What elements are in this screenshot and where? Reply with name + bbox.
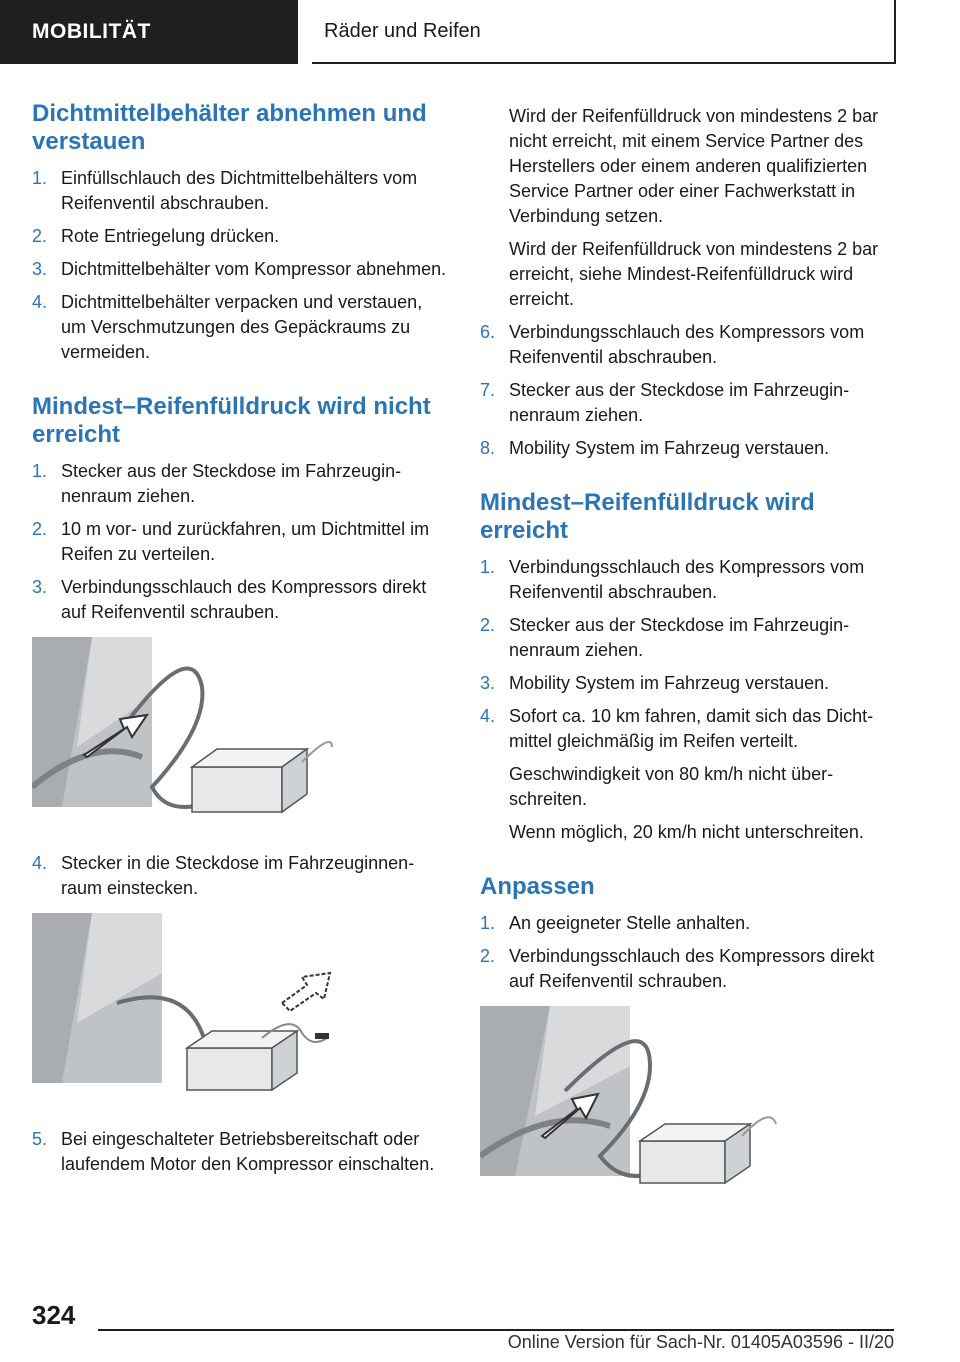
- steps-continued: [480, 320, 895, 461]
- step-text: Stecker aus der Steckdose im Fahrzeuginnenraum ziehen.: [509, 380, 850, 425]
- section-tab: [0, 0, 298, 64]
- step-text: Sofort ca. 10 km fahren, damit sich das Dichtmittel gleichmäßig im Reifen verteilt.: [509, 706, 874, 751]
- heading-pressure-not-reached: Mindest–Reifenfülldruck wird nicht erreicht: [32, 393, 431, 448]
- list-item: [32, 517, 447, 567]
- section-title: MOBILITÄT: [32, 20, 151, 43]
- steps-adjust: [480, 911, 895, 994]
- step-number: 4.: [32, 853, 48, 873]
- step-number: 3.: [32, 259, 48, 279]
- list-item: [32, 166, 447, 216]
- left-column: [32, 100, 447, 1185]
- step-number: 3.: [32, 577, 48, 597]
- footer-version-text: Online Version für Sach-Nr. 01405A03596 - II/20: [507, 1332, 894, 1352]
- step-number: 1.: [32, 461, 48, 481]
- step-number: 4.: [480, 706, 496, 726]
- list-item: [32, 851, 447, 901]
- step-number: 6.: [480, 322, 496, 342]
- list-item: [480, 436, 895, 461]
- list-item: [480, 704, 895, 845]
- steps-pressure-not-reached-cont2: [32, 1127, 447, 1177]
- list-item: [480, 555, 895, 605]
- list-item: [32, 459, 447, 509]
- chapter-title: Räder und Reifen: [324, 19, 481, 42]
- chapter-header: [312, 0, 896, 64]
- list-item: [480, 944, 895, 994]
- right-column: [480, 100, 895, 1220]
- step-text: Verbindungsschlauch des Kompressors vom Reifenventil abschrauben.: [509, 322, 865, 367]
- continuation-text: Wird der Reifenfülldruck von mindestens 2 bar nicht erreicht, mit einem Service Partner des Herstellers oder einem anderen qualifizierten Service Partner oder einer Fachwerkstatt in Verbindung setzen.: [509, 106, 879, 226]
- steps-pressure-not-reached: [32, 459, 447, 625]
- steps-pressure-not-reached-cont: [32, 851, 447, 901]
- heading-adjust: Anpassen: [480, 873, 595, 900]
- step-text: Rote Entriegelung drücken.: [61, 226, 280, 246]
- step-number: 1.: [32, 168, 48, 188]
- heading-remove-sealant: Dichtmittelbehälter abnehmen und verstauen: [32, 100, 427, 155]
- step-number: 3.: [480, 673, 496, 693]
- step-text: 10 m vor- und zurückfahren, um Dichtmittel im Reifen zu verteilen.: [61, 519, 430, 564]
- step-number: 2.: [32, 519, 48, 539]
- list-item: [480, 911, 895, 936]
- step-number: 2.: [480, 946, 496, 966]
- heading-pressure-reached: Mindest–Reifenfülldruck wird erreicht: [480, 489, 815, 544]
- list-item: [32, 575, 447, 625]
- step-number: 7.: [480, 380, 496, 400]
- step-text: Verbindungsschlauch des Kompressors direkt auf Reifenventil schrauben.: [509, 946, 875, 991]
- step-text: Verbindungsschlauch des Kompressors vom Reifenventil abschrauben.: [509, 557, 865, 602]
- step-number: 8.: [480, 438, 496, 458]
- illustration-plug-in-socket: [32, 913, 352, 1103]
- step-number: 2.: [32, 226, 48, 246]
- step-text: Einfüllschlauch des Dichtmittelbehälters vom Reifenventil abschrauben.: [61, 168, 418, 213]
- step-number: 5.: [32, 1129, 48, 1149]
- step-text: Verbindungsschlauch des Kompressors direkt auf Reifenventil schrauben.: [61, 577, 427, 622]
- step-text: Stecker aus der Steckdose im Fahrzeuginnenraum ziehen.: [509, 615, 850, 660]
- step-text: Dichtmittelbehälter vom Kompressor abnehmen.: [61, 259, 447, 279]
- continuation-text: Wird der Reifenfülldruck von mindestens 2 bar erreicht, siehe Mindest-Reifenfülldruck wird erreicht.: [509, 239, 879, 309]
- footer-divider: [98, 1329, 894, 1331]
- illustration-hose-on-valve-2: [480, 1006, 800, 1196]
- list-item: [32, 1127, 447, 1177]
- step-note: Wenn möglich, 20 km/h nicht unterschreiten.: [509, 822, 864, 842]
- steps-remove-sealant: [32, 166, 447, 365]
- list-item: [480, 378, 895, 428]
- step-text: Mobility System im Fahrzeug verstauen.: [509, 673, 830, 693]
- step-number: 4.: [32, 292, 48, 312]
- step-text: Bei eingeschalteter Betriebsbereitschaft oder laufendem Motor den Kompressor einschalten.: [61, 1129, 435, 1174]
- list-item: [32, 224, 447, 249]
- step-text: Mobility System im Fahrzeug verstauen.: [509, 438, 830, 458]
- step-text: Stecker aus der Steckdose im Fahrzeuginnenraum ziehen.: [61, 461, 402, 506]
- page-number: 324: [32, 1300, 76, 1330]
- step-note: Geschwindigkeit von 80 km/h nicht überschreiten.: [509, 764, 834, 809]
- step-text: An geeigneter Stelle anhalten.: [509, 913, 751, 933]
- list-item: [480, 671, 895, 696]
- steps-pressure-reached: [480, 555, 895, 845]
- step-number: 1.: [480, 913, 496, 933]
- step-number: 2.: [480, 615, 496, 635]
- step-text: Stecker in die Steckdose im Fahrzeuginnenraum einstecken.: [61, 853, 415, 898]
- list-item: [32, 290, 447, 365]
- list-item: [480, 613, 895, 663]
- list-item: [480, 320, 895, 370]
- list-item: [32, 257, 447, 282]
- step-text: Dichtmittelbehälter verpacken und verstauen, um Verschmutzungen des Gepäckraums zu vermeiden.: [61, 292, 423, 362]
- step-number: 1.: [480, 557, 496, 577]
- illustration-hose-on-valve: [32, 637, 352, 827]
